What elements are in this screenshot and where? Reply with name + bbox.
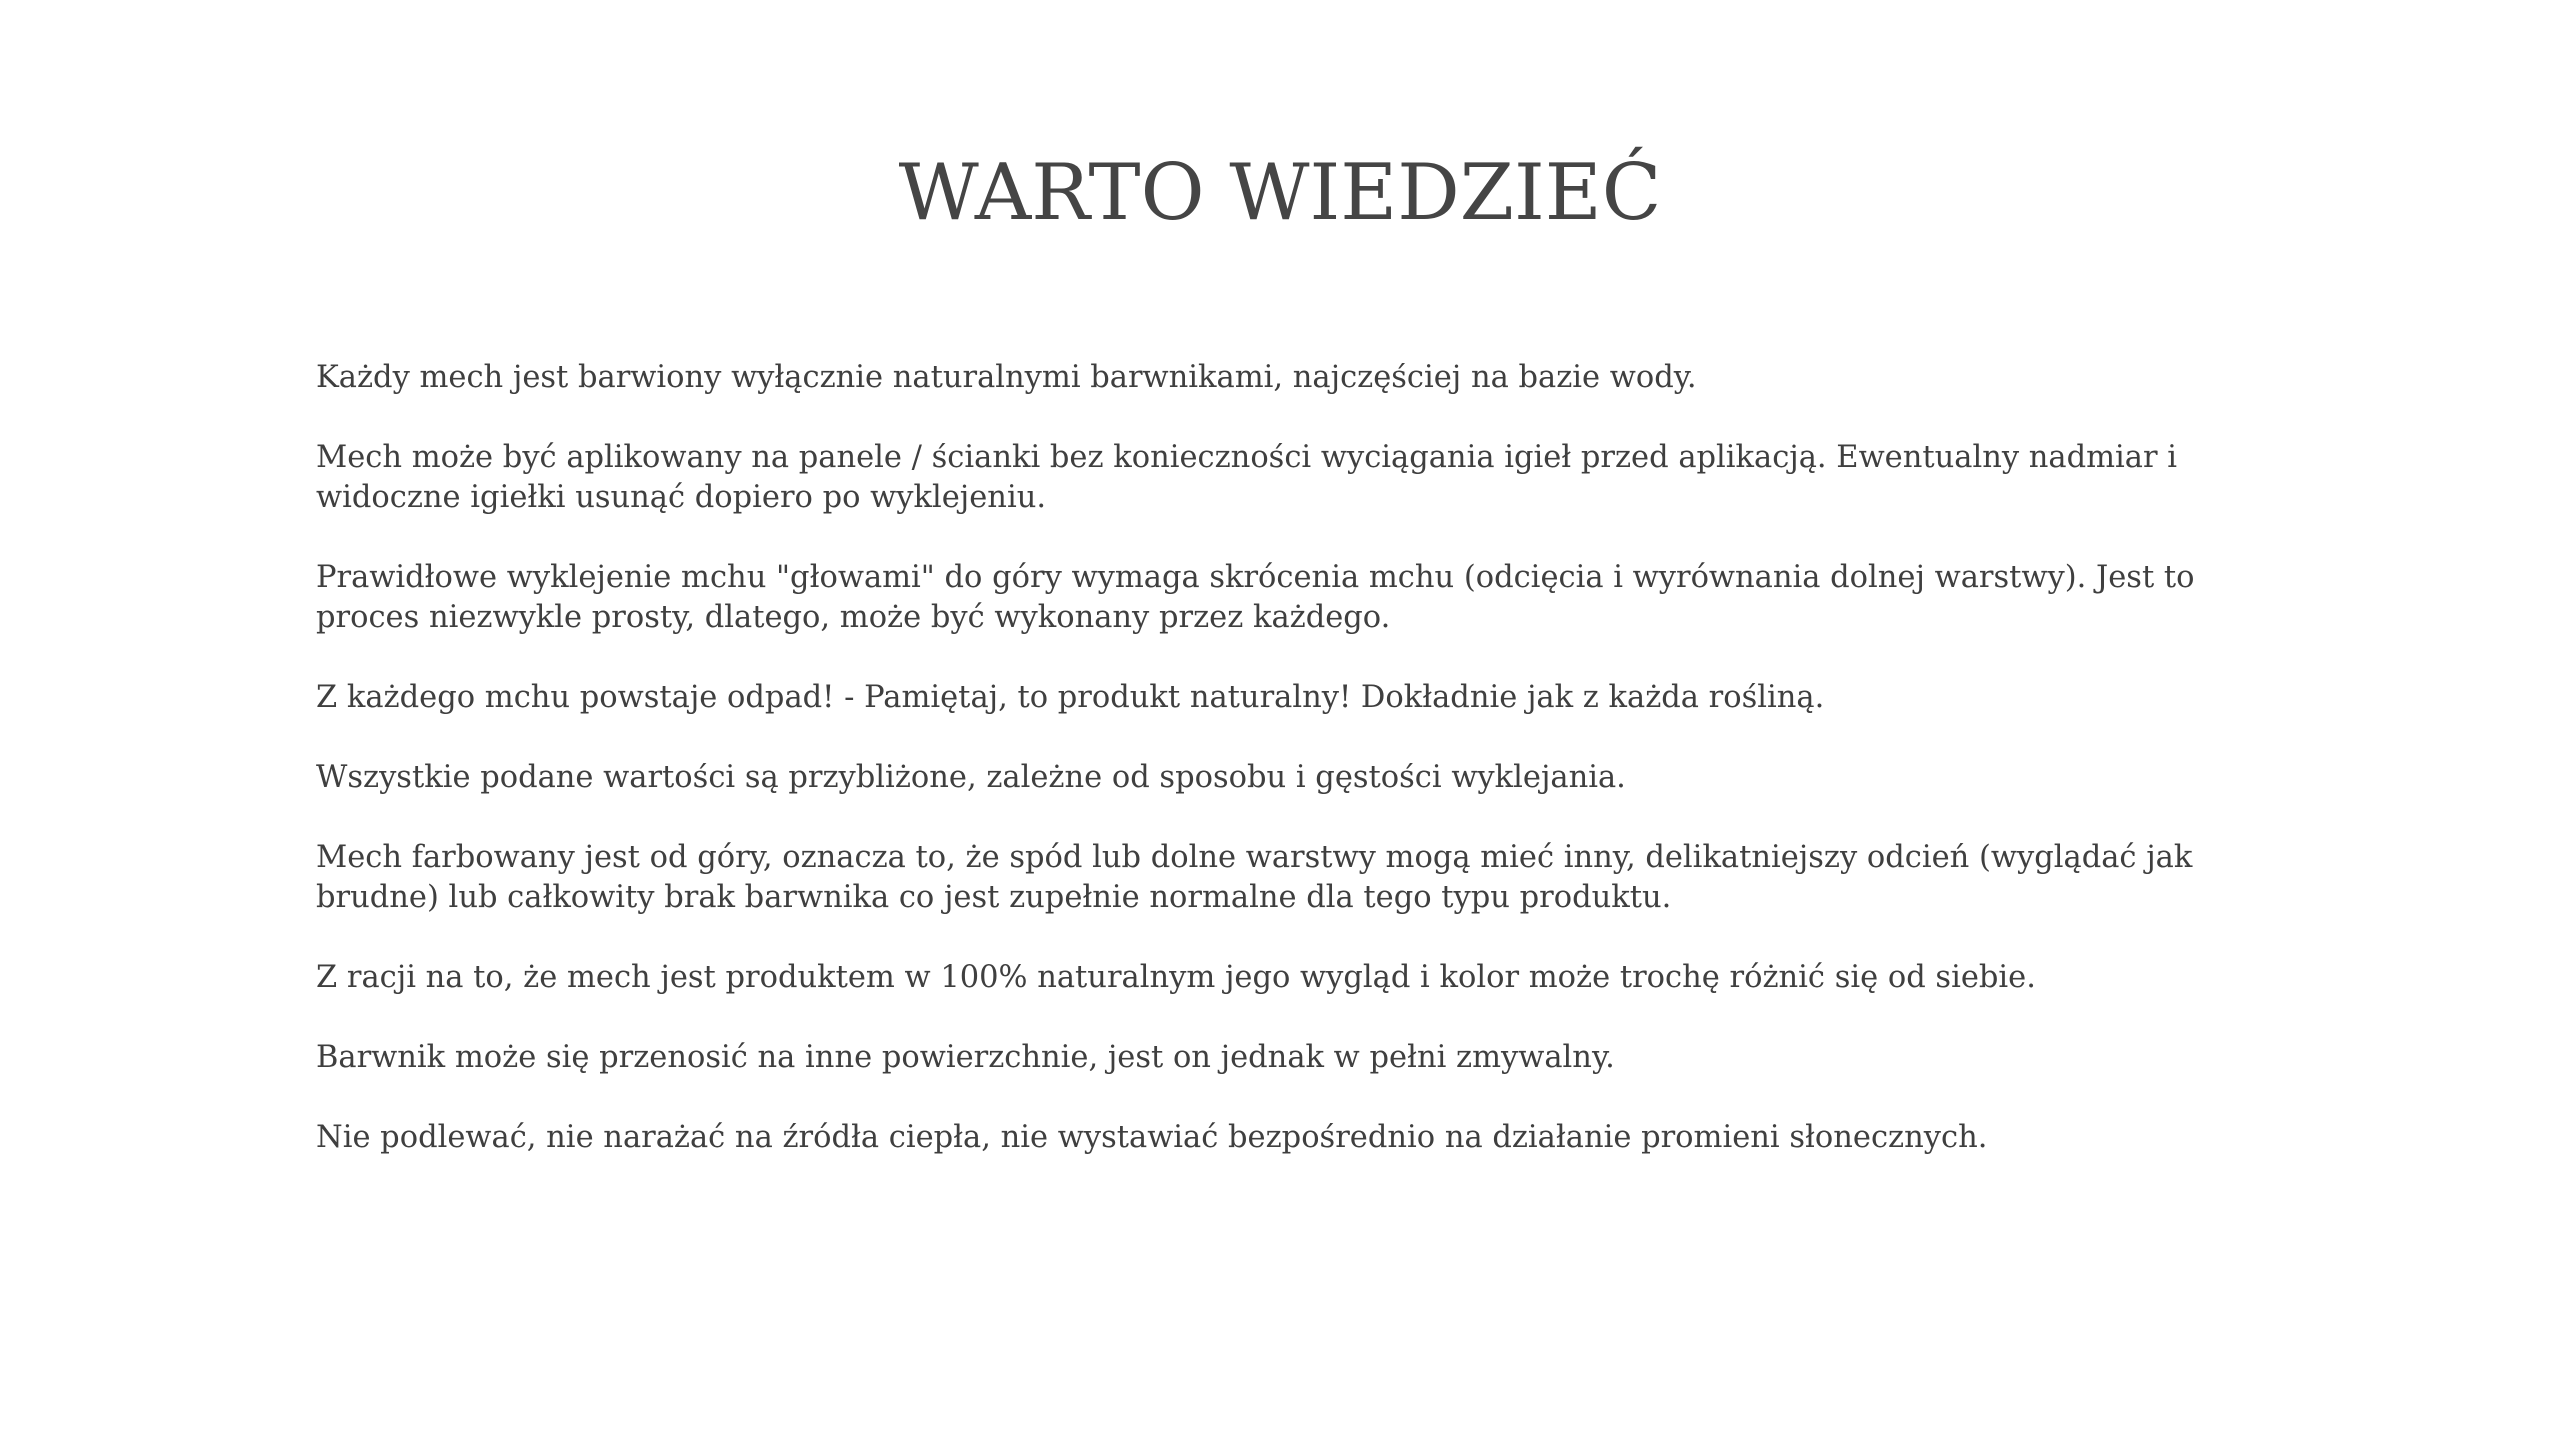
info-paragraph-coloring: Mech farbowany jest od góry, oznacza to, że spód lub dolne warstwy mogą mieć inny, delikatniejszy odcień (wyglądać jak brudne) lub całkowity brak barwnika co jest zupełnie normalne dla tego typu produktu.: [316, 840, 2193, 915]
info-paragraph-dye: Każdy mech jest barwiony wyłącznie naturalnymi barwnikami, najczęściej na bazie wody.: [316, 360, 1697, 395]
info-paragraph-application: Mech może być aplikowany na panele / ścianki bez konieczności wyciągania igieł przed aplikacją. Ewentualny nadmiar i widoczne igiełki usunąć dopiero po wyklejeniu.: [316, 440, 2178, 515]
info-content: [316, 358, 2276, 1198]
page-title: WARTO WIEDZIEĆ: [898, 148, 1662, 238]
info-paragraph-trimming: Prawidłowe wyklejenie mchu "głowami" do góry wymaga skrócenia mchu (odcięcia i wyrównania dolnej warstwy). Jest to proces niezwykle prosty, dlatego, może być wykonany przez każdego.: [316, 560, 2195, 635]
info-paragraph-dye-transfer: Barwnik może się przenosić na inne powierzchnie, jest on jednak w pełni zmywalny.: [316, 1040, 1615, 1075]
info-paragraph-waste: Z każdego mchu powstaje odpad! - Pamiętaj, to produkt naturalny! Dokładnie jak z każda rośliną.: [316, 680, 1825, 715]
info-paragraph-care: Nie podlewać, nie narażać na źródła ciepła, nie wystawiać bezpośrednio na działanie promieni słonecznych.: [316, 1120, 1988, 1155]
info-paragraph-natural-variation: Z racji na to, że mech jest produktem w 100% naturalnym jego wygląd i kolor może trochę różnić się od siebie.: [316, 960, 2036, 995]
info-paragraph-approximate-values: Wszystkie podane wartości są przybliżone, zależne od sposobu i gęstości wyklejania.: [316, 760, 1626, 795]
